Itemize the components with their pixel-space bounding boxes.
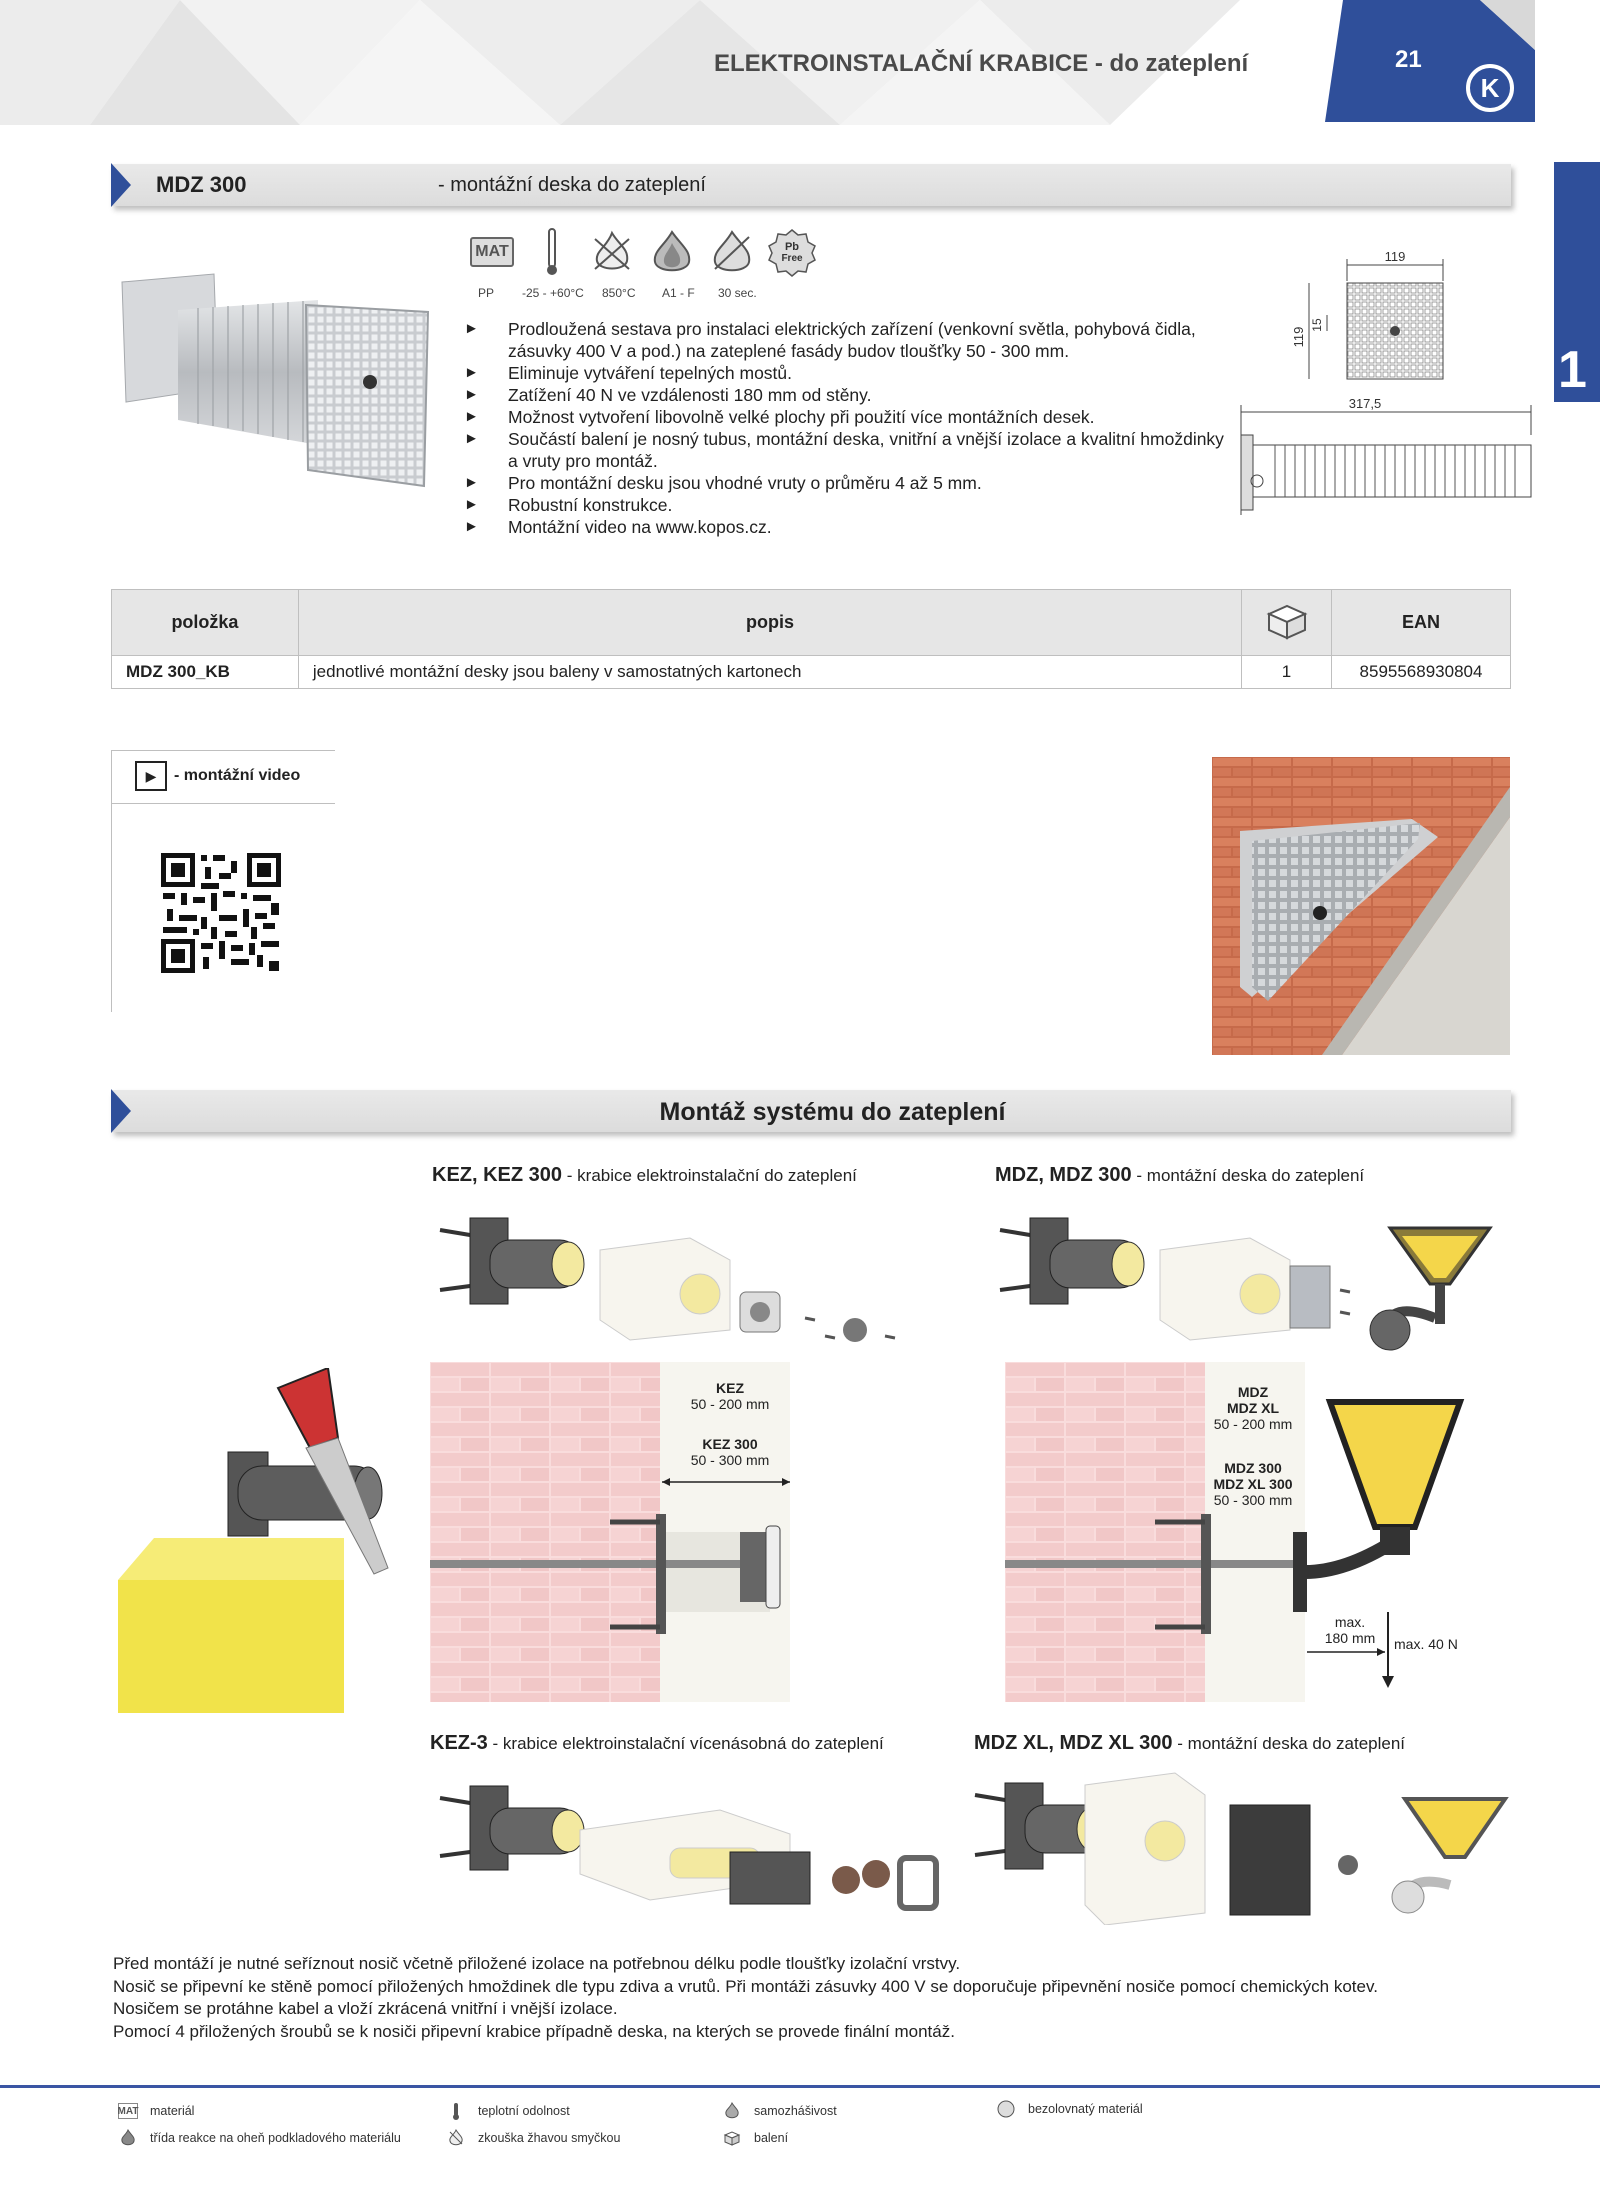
mdz-b-name2: MDZ XL 300 — [1213, 1476, 1293, 1492]
caption-kez — [432, 1164, 857, 1187]
kez3-exploded-diagram — [430, 1770, 940, 1920]
dim-side-height: 119 — [1291, 326, 1306, 348]
col-description-header: popis — [298, 590, 1241, 656]
self-extinguishing-icon — [702, 226, 762, 278]
legend-lead-free — [996, 2101, 1143, 2117]
kez-cross-section — [430, 1362, 790, 1702]
play-icon[interactable]: ▶ — [135, 761, 167, 791]
fire-reaction-icon — [642, 226, 702, 278]
legend-material — [118, 2103, 194, 2119]
kez-a-name: KEZ — [716, 1380, 744, 1396]
cell-item: MDZ 300_KB — [112, 656, 299, 689]
cell-ean: 8595568930804 — [1332, 656, 1511, 689]
legend-label: třída reakce na oheň podkladového materiálu — [150, 2131, 401, 2145]
mat-badge: MAT — [470, 237, 514, 267]
mdz-a-range: 50 - 200 mm — [1213, 1416, 1293, 1432]
feature-item: ► Montážní video na www.kopos.cz. — [464, 516, 1224, 538]
feature-item: ► Možnost vytvoření libovolně velké plochy při použití více montážních desek. — [464, 406, 1224, 428]
mdz-a-name1: MDZ — [1237, 1384, 1269, 1400]
qr-code[interactable] — [161, 853, 281, 973]
thermometer-legend-icon — [446, 2103, 466, 2119]
installation-notes — [113, 1953, 1563, 2043]
caption-kez3 — [430, 1732, 884, 1755]
note-line: Pomocí 4 přiložených šroubů se k nosiči připevní krabice případně deska, na kterých se provede finální montáž. — [113, 2021, 955, 2041]
chapter-number: 1 — [1558, 341, 1587, 399]
legend-glow-wire — [446, 2130, 620, 2146]
header-title: ELEKTROINSTALAČNÍ KRABICE - do zateplení — [714, 50, 1249, 77]
bar-triangle-icon — [111, 163, 131, 207]
footer-divider — [0, 2085, 1600, 2088]
lead-free-icon — [762, 226, 822, 278]
cell-description: jednotlivé montážní desky jsou baleny v samostatných kartonech — [298, 656, 1241, 689]
caption-mdz-bold: MDZ, MDZ 300 — [995, 1164, 1132, 1186]
caption-kez-text: - krabice elektroinstalační do zateplení — [562, 1166, 857, 1185]
mdz-b-name1: MDZ 300 — [1224, 1460, 1282, 1476]
feature-list — [464, 318, 1224, 538]
caption-kez3-text: - krabice elektroinstalační vícenásobná do zateplení — [487, 1734, 884, 1753]
kez-a-label — [670, 1380, 790, 1412]
kez-b-range: 50 - 300 mm — [690, 1452, 770, 1468]
caption-kez3-bold: KEZ-3 — [430, 1732, 488, 1754]
technical-drawing — [1235, 245, 1535, 535]
col-package-header — [1242, 590, 1332, 656]
mdzxl-exploded-diagram — [965, 1765, 1510, 1925]
legend-label: teplotní odolnost — [478, 2104, 570, 2118]
package-box-icon — [1263, 600, 1311, 640]
kez-a-range: 50 - 200 mm — [690, 1396, 770, 1412]
legend-self-extinguishing — [722, 2103, 837, 2119]
saw-cutting-illustration — [118, 1368, 428, 1713]
product-table — [111, 589, 1511, 689]
caption-mdzxl-text: - montážní deska do zateplení — [1172, 1734, 1406, 1753]
icon-label-material: PP — [478, 286, 495, 300]
flame-legend-icon — [722, 2103, 742, 2119]
thermometer-icon — [522, 226, 582, 278]
section2-title: Montáž systému do zateplení — [659, 1098, 1006, 1126]
feature-item: ► Pro montážní desku jsou vhodné vruty o průměru 4 až 5 mm. — [464, 472, 1224, 494]
max-dist-value: 180 mm — [1324, 1630, 1376, 1646]
dim-top-width: 119 — [1384, 249, 1406, 264]
legend-label: samozhášivost — [754, 2104, 837, 2118]
page-number-badge — [1325, 0, 1535, 122]
caption-mdz-text: - montážní deska do zateplení — [1131, 1166, 1365, 1185]
dim-length: 317,5 — [1348, 396, 1382, 411]
legend-label: materiál — [150, 2104, 195, 2118]
legend-label: balení — [754, 2131, 789, 2145]
mdz-exploded-diagram — [990, 1200, 1510, 1360]
lead-free-legend-icon — [996, 2101, 1016, 2117]
kez-b-label — [670, 1436, 790, 1468]
legend-package — [722, 2130, 788, 2146]
product-header-bar — [111, 164, 1511, 206]
product-subtitle: - montážní deska do zateplení — [438, 174, 706, 196]
installation-photo — [1212, 757, 1510, 1055]
mdz-b-range: 50 - 300 mm — [1213, 1492, 1293, 1508]
caption-mdzxl-bold: MDZ XL, MDZ XL 300 — [974, 1732, 1173, 1754]
caption-kez-bold: KEZ, KEZ 300 — [432, 1164, 563, 1186]
mdz-a-name2: MDZ XL — [1226, 1400, 1280, 1416]
page-number: 21 — [1395, 46, 1422, 73]
legend-fire-class — [118, 2130, 401, 2146]
kez-b-name: KEZ 300 — [702, 1436, 758, 1452]
feature-item: ► Eliminuje vytváření tepelných mostů. — [464, 362, 1224, 384]
material-icon — [462, 226, 522, 278]
legend-label: bezolovnatý materiál — [1028, 2102, 1143, 2116]
svg-text:K: K — [1480, 73, 1500, 103]
table-row — [112, 656, 1511, 689]
icon-label-glow-wire: 850°C — [602, 286, 636, 300]
icon-label-fire-class: A1 - F — [662, 286, 695, 300]
glow-wire-icon — [582, 226, 642, 278]
icon-label-temperature: -25 - +60°C — [522, 286, 584, 300]
feature-item: ► Robustní konstrukce. — [464, 494, 1224, 516]
col-item-header: položka — [112, 590, 299, 656]
mdz-max-force: max. 40 N — [1394, 1636, 1458, 1652]
mdz-b-label — [1198, 1460, 1308, 1508]
kez-exploded-diagram — [430, 1200, 930, 1360]
col-ean-header: EAN — [1332, 590, 1511, 656]
caption-mdzxl — [974, 1732, 1405, 1755]
note-line: Nosič se připevní ke stěně pomocí přiložených hmoždinek dle typu zdiva a vrutů. Při montáži zásuvky 400 V se doporučuje připevnění nosiče pomocí chemických kotev. — [113, 1976, 1378, 1996]
mat-legend-icon: MAT — [118, 2103, 138, 2119]
note-line: Nosičem se protáhne kabel a vloží zkrácená vnitřní i vnější izolace. — [113, 1999, 618, 2018]
legend-label: zkouška žhavou smyčkou — [478, 2131, 621, 2145]
box-legend-icon — [722, 2130, 742, 2146]
cell-qty: 1 — [1242, 656, 1332, 689]
feature-item: ► Prodloužená sestava pro instalaci elektrických zařízení (venkovní světla, pohybová čidla, zásuvky 400 V a pod.) na zateplené fasády budov tloušťky 50 - 300 mm. — [464, 318, 1224, 362]
mdz-a-label — [1198, 1384, 1308, 1432]
mdz-max-distance — [1310, 1614, 1390, 1646]
icon-label-time: 30 sec. — [718, 286, 757, 300]
property-icons — [462, 226, 822, 278]
video-label: - montážní video — [174, 767, 301, 784]
pb-text: Pb — [784, 241, 800, 253]
glow-wire-legend-icon — [446, 2130, 466, 2146]
caption-mdz — [995, 1164, 1364, 1187]
legend-temperature — [446, 2103, 570, 2119]
free-text: Free — [781, 253, 803, 264]
product-image — [118, 270, 438, 495]
dim-inner: 15 — [1310, 318, 1324, 332]
fire-class-legend-icon — [118, 2130, 138, 2146]
note-line: Před montáží je nutné seříznout nosič včetně přiložené izolace na potřebnou délku podle tloušťky izolační vrstvy. — [113, 1954, 961, 1973]
feature-item: ► Zatížení 40 N ve vzdálenosti 180 mm od stěny. — [464, 384, 1224, 406]
max-label: max. — [1334, 1614, 1366, 1630]
product-code: MDZ 300 — [156, 172, 247, 197]
feature-item: ► Součástí balení je nosný tubus, montážní deska, vnitřní a vnější izolace a kvalitní hmoždinky a vruty pro montáž. — [464, 428, 1224, 472]
video-divider — [111, 803, 335, 804]
